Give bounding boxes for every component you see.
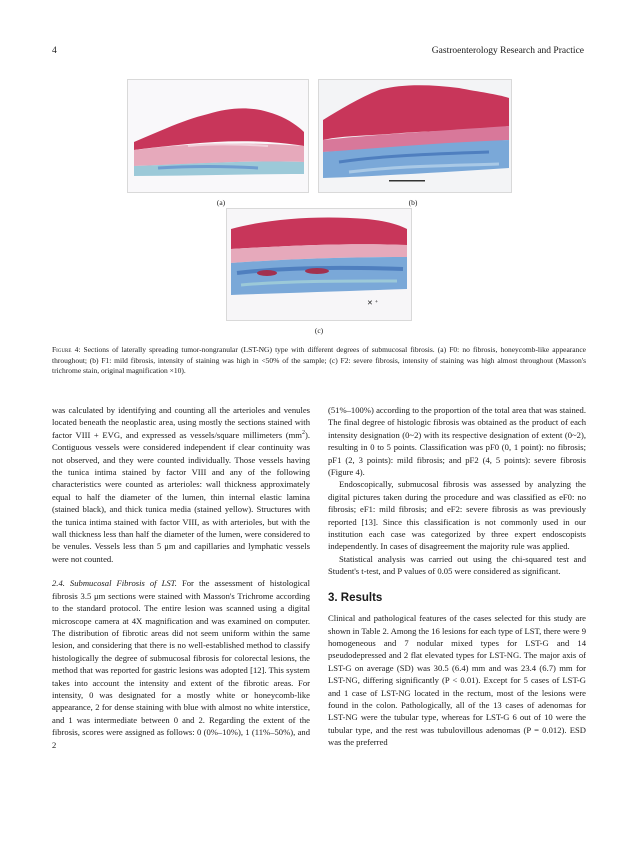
caption-text: Sections of laterally spreading tumor-nongranular (LST-NG) type with different degrees of submucosal fibrosis. (a) F0: no fibrosis, honeycomb-like appearance throughout; (b) F1: mild fibrosis, intensity of staining was high in <50% of the sample; (c) F2: severe fibrosis, intensity of staining was high almost throughout (Masson's trichrome stain, original magnification ×10). <box>52 345 587 376</box>
subsection-title: 2.4. Submucosal Fibrosis of LST. <box>52 578 177 589</box>
scale-mark: ✕ ⁺ <box>367 299 379 307</box>
journal-name: Gastroenterology Research and Practice <box>431 46 584 56</box>
histology-image-b <box>319 80 511 192</box>
histology-image-a <box>128 80 308 192</box>
left-column <box>52 404 310 751</box>
text-run: was calculated by identifying and counting all the arterioles and venules located beneath the neoplastic area, using mostly the sections stained with factor VIII + EVG, and expressed as vessels/square millimeters (mm <box>52 405 310 440</box>
panel-label-c: (c) <box>314 326 324 335</box>
section-heading: 3. Results <box>328 591 383 604</box>
paragraph <box>52 577 310 751</box>
figure-caption <box>52 345 586 377</box>
paragraph: Endoscopically, submucosal fibrosis was assessed by analyzing the digital pictures taken during the procedure and was classified as eF0: no fibrosis; eF1: mild fibrosis; and eF2: severe fibrosis as was previously reported [13]. Since this classification is not commonly used in our institution each case was categorized by three expert endoscopists independently. In cases of disagreement the majority rule was applied. <box>328 479 586 552</box>
caption-label: Figure 4: <box>52 345 81 354</box>
figure-panel-c <box>226 208 412 321</box>
figure-panel-a <box>127 79 309 193</box>
paragraph: (51%–100%) according to the proportion of the total area that was stained. The final degree of histologic fibrosis was obtained as the product of each intensity designation (0~2) with its respective designation of extent (0~2), resulting in 0 to 5 points. Classification was pF0 (0, 1 point): no fibrosis; pF1 (2, 3 points): mild fibrosis; and pF2 (4, 5 points): severe fibrosis (Figure 4). <box>328 405 586 478</box>
paragraph: Clinical and pathological features of the cases selected for this study are shown in Table 2. Among the 16 lesions for each type of LST, there were 9 homogeneous and 7 nodular mixed types for LST-G and 14 pseudodepressed and 2 flat elevated types for LST-NG. The major axis of LST-G on average (SD) was 30.5 (6.4) mm and was 23.4 (6.7) mm for LST-NG, differing significantly (P < 0.01). Except for 5 cases of LST-G and 1 case of LST-NG located in the rectum, most of the lesions were found in the colon. Pathologically, all of the 13 cases of adenomas for LST-NG were the tubular type, whereas for LST-G 6 out of 10 were the tubular type, and the rest was tubulovillous adenomas (P = 0.012). ESD was the preferred <box>328 613 586 748</box>
figure-panel-b <box>318 79 512 193</box>
page-number: 4 <box>52 46 57 56</box>
text-run: ). Contiguous vessels were considered independent if clear continuity was not observed, and they were counted individually. Those vessels having the tunica intima stained by factor VIII and any of the following characteristics were counted as arterioles: wall thickness approximately equal to half the diameter of the lumen, thin internal elastic lamina (stained black), and thick tunica media (stained yellow). Structures with the tunica intima stained with factor VIII, as with arterioles, but with the wall thickness less than half the diameter of the lumen, were considered to be venules. Vessels less than 5 μm and capillaries and lymphatic vessels were not counted. <box>52 429 310 564</box>
superscript: 2 <box>301 429 305 436</box>
paragraph: Statistical analysis was carried out using the chi-squared test and Student's t-test, and P values of 0.05 were considered as significant. <box>328 553 586 577</box>
panel-label-b: (b) <box>408 198 418 207</box>
panel-label-a: (a) <box>216 198 226 207</box>
right-column <box>328 404 586 749</box>
histology-image-c <box>227 209 411 320</box>
paragraph <box>52 404 310 565</box>
text-run: For the assessment of histological fibrosis 3.5 μm sections were stained with Masson's Trichrome according to the standard protocol. The entire lesion was scanned using a digital microscope camera at 4X magnification and was examined on computer. The distribution of fibrotic areas did not seem uniform within the same lesion, and considering that there is no well-established method to classify histologically the degree of submucosal fibrosis for colorectal lesions, the method that was reported for gastric lesions was adopted [12]. This system takes into account the intensity and extent of the fibrotic areas. For intensity, 0 was designated for a mostly white or honeycomb-like appearance, 2 for dense staining with blue with almost no white interstice, and 1 was intermediate between 0 and 2. Regarding the extent of the fibrosis, scores were assigned as follows: 0 (0%–10%), 1 (11%–50%), and 2 <box>52 578 310 750</box>
